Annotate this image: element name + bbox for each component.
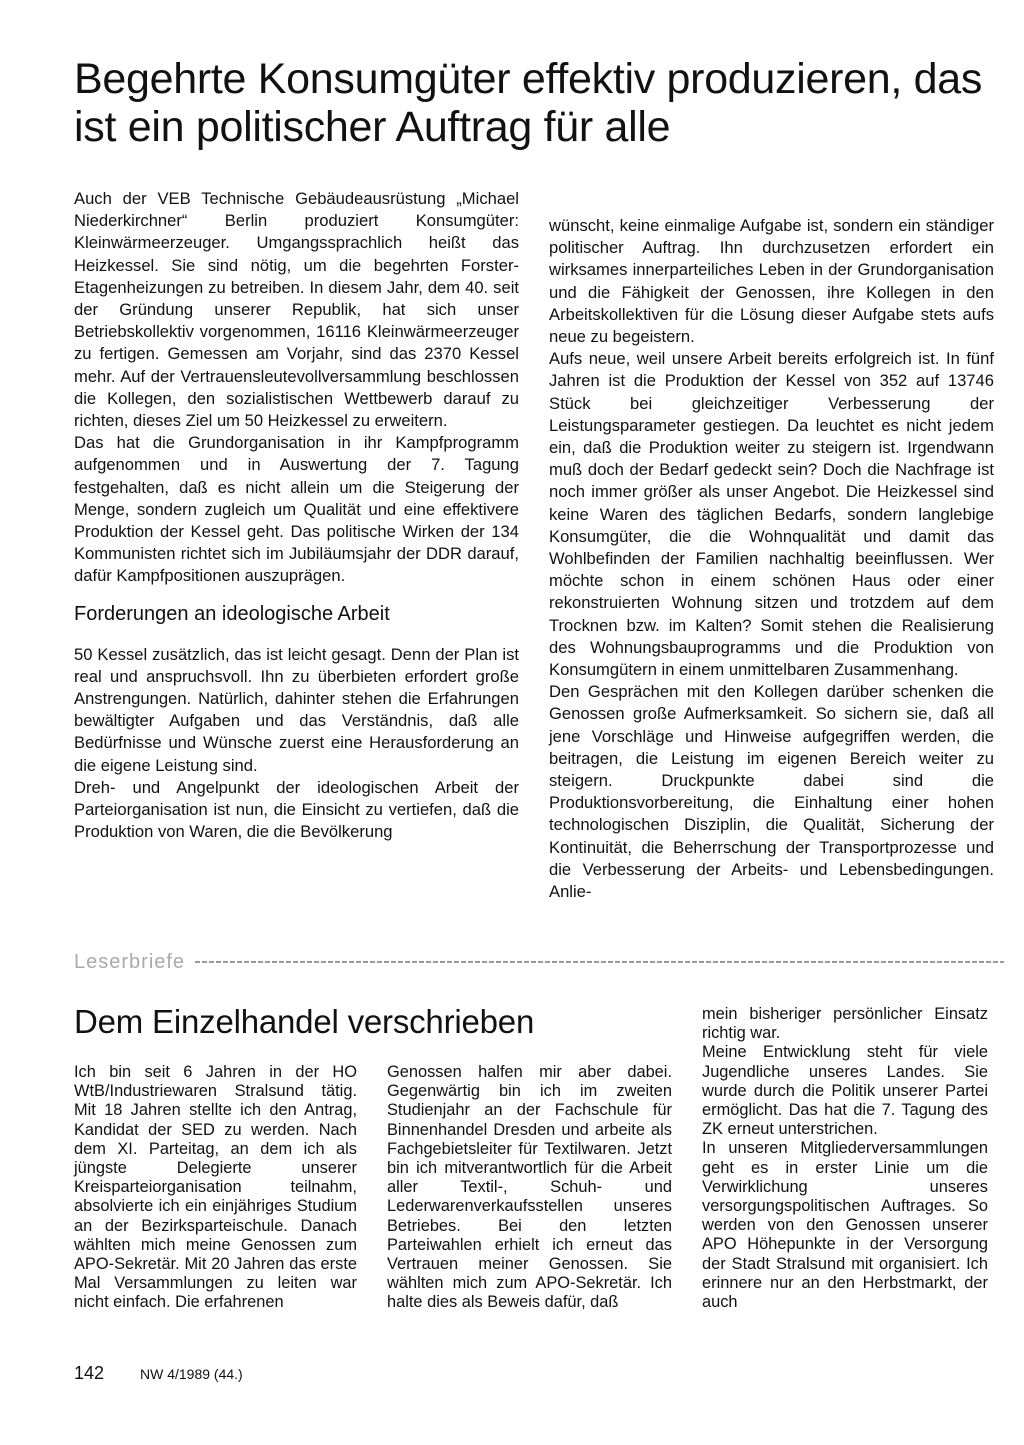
article-paragraph: Das hat die Grundorganisation in ihr Kampfprogramm aufgenommen und in Auswertung der 7. Tagung festgehalten, daß es nicht allein um die Steigerung der Menge, sondern zugleich um Qualität und eine effektivere Produktion der Kessel geht. Das politische Wirken der 134 Kommunisten richtet sich im Jubiläumsjahr der DDR darauf, dafür Kampfpositionen auszuprägen. <box>74 433 519 586</box>
section-label: Leserbriefe <box>74 950 186 973</box>
article-subheading: Forderungen an ideologische Arbeit <box>74 602 390 625</box>
letter-paragraph: mein bisheriger persönlicher Einsatz richtig war. <box>702 1005 988 1043</box>
article-column-2 <box>549 215 994 903</box>
letter-column-1 <box>74 1063 357 1313</box>
article-column-1 <box>74 188 519 843</box>
article-headline: Begehrte Konsumgüter effektiv produzieren, das ist ein politischer Auftrag für alle <box>74 55 983 151</box>
article-paragraph: Den Gesprächen mit den Kollegen darüber schenken die Genossen große Aufmerksamkeit. So sichern sie, daß all jene Vorschläge und Hinweise aufgegriffen werden, die beitragen, die Leistung im eigenen Bereich weiter zu steigern. Druckpunkte dabei sind die Produktionsvorbereitung, die Einhaltung einer hohen technologischen Disziplin, die Qualität, Sicherung der Kontinuität, die Beherrschung der Transportprozesse und die Verbesserung der Arbeits- und Lebensbedingungen. Anlie- <box>549 682 994 902</box>
letter-column-3 <box>702 1005 988 1312</box>
issue-label: NW 4/1989 (44.) <box>140 1366 243 1382</box>
article-paragraph: Aufs neue, weil unsere Arbeit bereits erfolgreich ist. In fünf Jahren ist die Produktion der Kessel von 352 auf 13746 Stück bei gleichzeitiger Verbesserung der Leistungsparameter gestiegen. Da leuchtet es nicht jedem ein, daß die Produktion weiter zu steigern ist. Irgendwann muß doch der Bedarf gedeckt sein? Doch die Nachfrage ist noch immer größer als unser Angebot. Die Heizkessel sind keine Waren des täglichen Bedarfs, sondern langlebige Konsumgüter, die die Wohnqualität und damit das Wohlbefinden der Familien nachhaltig beeinflussen. Wer möchte schon in einem schönen Haus oder einer rekonstruierten Wohnung sitzen und trotzdem auf dem Trocknen bzw. im Kalten? Somit stehen die Realisierung des Wohnungsbauprogramms und die Produktion von Konsumgütern in einem unmittelbaren Zusammenhang. <box>549 349 994 680</box>
divider-line <box>195 961 1004 963</box>
letter-paragraph: Meine Entwicklung steht für viele Jugendliche unseres Landes. Sie wurde durch die Politik unserer Partei ermöglicht. Das hat die 7. Tagung des ZK erneut unterstrichen. <box>702 1043 988 1139</box>
article-paragraph: wünscht, keine einmalige Aufgabe ist, sondern ein ständiger politischer Auftrag. Ihn durchzusetzen erfordert ein wirksames innerparteiliches Leben in der Grundorganisation und die Fähigkeit der Genossen, ihre Kollegen in den Arbeitskollektiven für die Lösung dieser Aufgabe stets aufs neue zu begeistern. <box>549 216 994 347</box>
article-paragraph: Dreh- und Angelpunkt der ideologischen Arbeit der Parteiorganisation ist nun, die Einsicht zu vertiefen, daß die Produktion von Waren, die die Bevölkerung <box>74 777 519 842</box>
letter-paragraph: In unseren Mitgliederversammlungen geht es in erster Linie um die Verwirklichung unseres versorgungspolitischen Auftrages. So werden von den Genossen unserer APO Höhepunkte in der Versorgung der Stadt Stralsund mit organisiert. Ich erinnere nur an den Herbstmarkt, der auch <box>702 1139 988 1312</box>
letter-paragraph: Ich bin seit 6 Jahren in der HO WtB/Industriewaren Stralsund tätig. Mit 18 Jahren stellte ich den Antrag, Kandidat der SED zu werden. Nach dem XI. Parteitag, an dem ich als jüngste Delegierte unserer Kreisparteiorganisation teilnahm, absolvierte ich ein einjähriges Studium an der Bezirksparteischule. Danach wählten mich meine Genossen zum APO-Sekretär. Mit 20 Jahren das erste Mal Versammlungen zu leiten war nicht einfach. Die erfahrenen <box>74 1063 357 1312</box>
page-number: 142 <box>74 1363 105 1383</box>
article-paragraph: 50 Kessel zusätzlich, das ist leicht gesagt. Denn der Plan ist real und anspruchsvoll. Ihn zu überbieten erfordert große Anstrengungen. Natürlich, dahinter stehen die Erfahrungen bewältigter Aufgaben und das Verständnis, daß alle Bedürfnisse und Wünsche zuerst eine Herausforderung an die eigene Leistung sind. <box>74 644 519 775</box>
letter-headline: Dem Einzelhandel verschrieben <box>74 1003 535 1040</box>
letter-column-2 <box>387 1063 672 1313</box>
article-paragraph: Auch der VEB Technische Gebäudeausrüstung „Michael Niederkirchner“ Berlin produziert Konsumgüter: Kleinwärmeerzeuger. Umgangssprachlich heißt das Heizkessel. Sie sind nötig, um die begehrten Forster-Etagenheizungen zu betreiben. In diesem Jahr, dem 40. seit der Gründung unserer Republik, hat sich unser Betriebskollektiv vorgenommen, 16116 Kleinwärmeerzeuger zu fertigen. Gemessen am Vorjahr, sind das 2370 Kessel mehr. Auf der Vertrauensleutevollversammlung beschlossen die Kollegen, den sozialistischen Wettbewerb darauf zu richten, dieses Ziel um 50 Heizkessel zu erweitern. <box>74 189 519 431</box>
letter-paragraph: Genossen halfen mir aber dabei. Gegenwärtig bin ich im zweiten Studienjahr an der Fachschule für Binnenhandel Dresden und arbeite als Fachgebietsleiter für Textilwaren. Jetzt bin ich mitverantwortlich für die Arbeit aller Textil-, Schuh- und Lederwarenverkaufsstellen unseres Betriebes. Bei den letzten Parteiwahlen erhielt ich erneut das Vertrauen meiner Genossen. Sie wählten mich zum APO-Sekretär. Ich halte dies als Beweis dafür, daß <box>387 1063 672 1312</box>
section-divider <box>74 950 1004 974</box>
